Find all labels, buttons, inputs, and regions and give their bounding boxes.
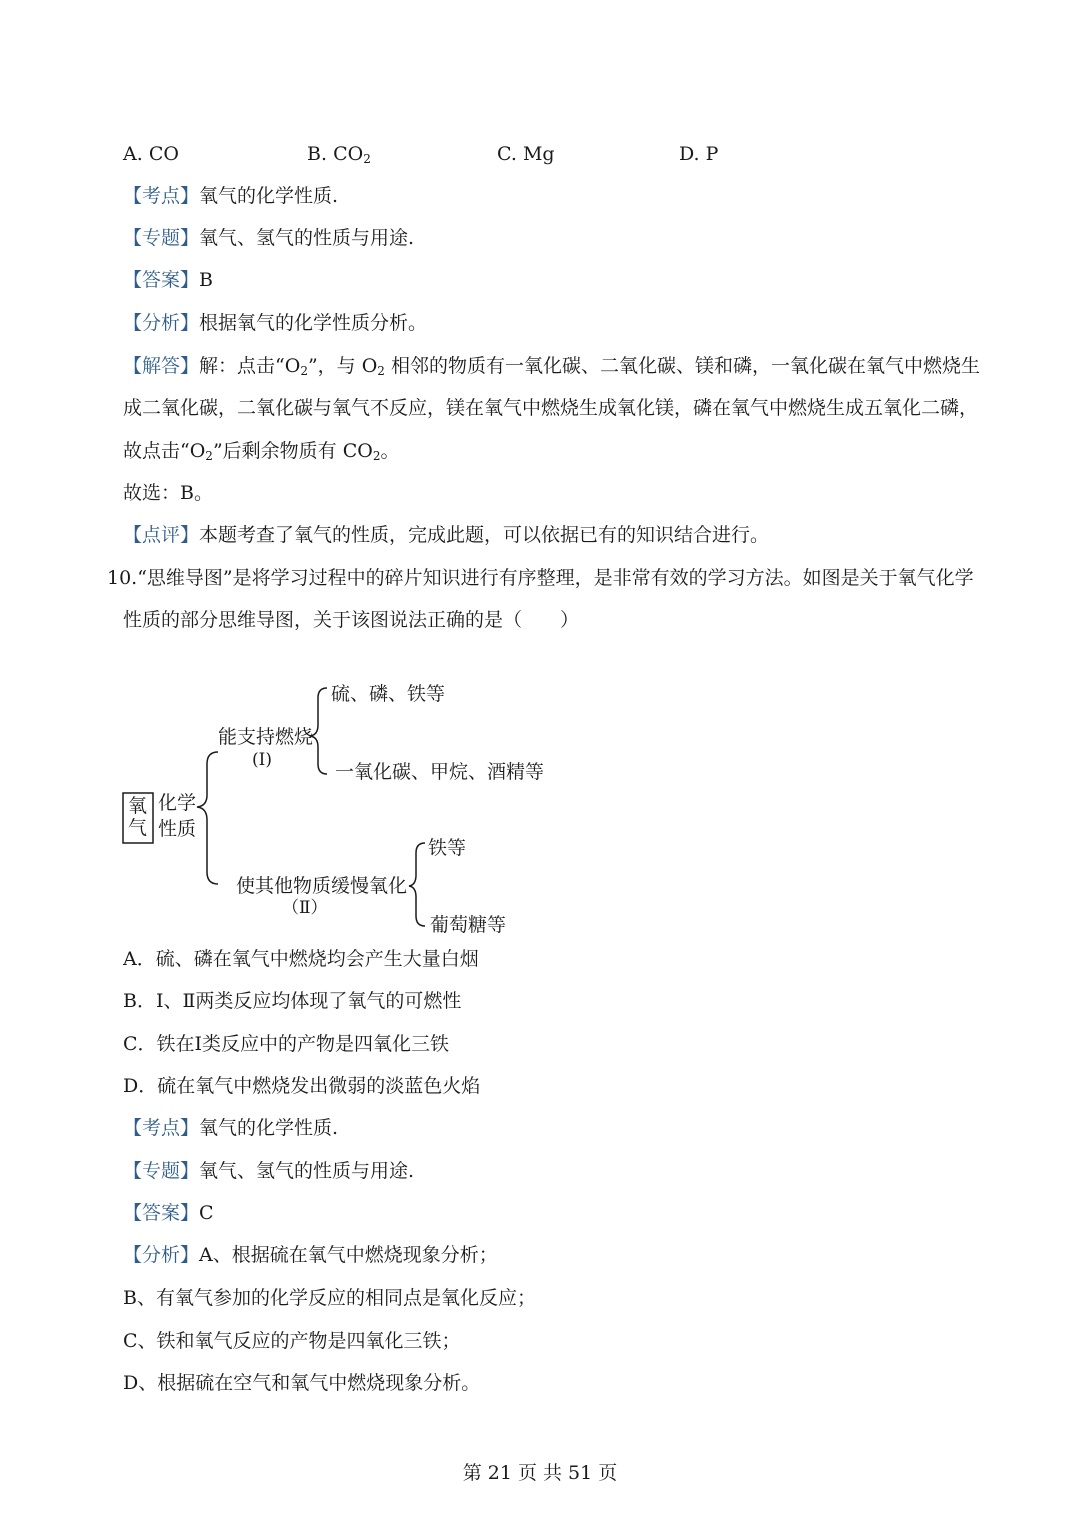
mm-leaf2b: 葡萄糖等 (430, 914, 507, 936)
q9-zhuanti: 【专题】氧气、氢气的性质与用途. (123, 227, 415, 249)
q9-comment: 【点评】本题考查了氧气的性质，完成此题，可以依据已有的知识结合进行。 (123, 524, 770, 546)
mm-leaf1b: 一氧化碳、甲烷、酒精等 (335, 761, 545, 783)
branch2-brace (409, 843, 425, 926)
mm-root-char1: 氧 (128, 795, 148, 817)
zhuanti-tag: 【专题】 (123, 1160, 200, 1182)
q9-answer: 【答案】B (123, 269, 213, 291)
q10-analysis-line1: 【分析】A、根据硫在氧气中燃烧现象分析； (123, 1244, 498, 1266)
q9-choice: 故选：B。 (123, 482, 213, 504)
q10-analysis-line3: C、铁和氧气反应的产物是四氧化三铁； (123, 1330, 461, 1352)
dianping-tag: 【点评】 (123, 524, 200, 546)
q10-kaodian: 【考点】氧气的化学性质. (123, 1117, 339, 1139)
daan-tag: 【答案】 (123, 1202, 200, 1224)
q10-analysis-line2: B、有氧气参加的化学反应的相同点是氧化反应； (123, 1287, 536, 1309)
mm-branch1-num: (Ⅰ) (252, 750, 272, 770)
q10-answer: 【答案】C (123, 1202, 214, 1224)
q10-analysis-line4: D、根据硫在空气和氧气中燃烧现象分析。 (123, 1372, 481, 1394)
q10-stem-line1: 10.“思维导图”是将学习过程中的碎片知识进行有序整理，是非常有效的学习方法。如图是关于氧气化学 (107, 567, 974, 589)
q10-option-b: B．Ⅰ、Ⅱ两类反应均体现了氧气的可燃性 (123, 990, 462, 1012)
mm-branch2-num: （Ⅱ） (282, 898, 328, 918)
q9-option-c: C. Mg (497, 143, 555, 165)
q9-option-a: A. CO (123, 143, 179, 165)
main-brace (197, 752, 218, 884)
q9-option-b: B. $CO_2$ (307, 143, 371, 166)
page-footer: 第 21 页 共 51 页 (462, 1462, 618, 1484)
q9-solution-line3: 故点击“$O_2$”后剩余物质有 $CO_2$。 (123, 440, 400, 463)
q9-analysis: 【分析】根据氧气的化学性质分析。 (123, 312, 428, 334)
zhuanti-tag: 【专题】 (123, 227, 200, 249)
q10-option-d: D．硫在氧气中燃烧发出微弱的淡蓝色火焰 (123, 1075, 481, 1097)
q10-stem-line2: 性质的部分思维导图，关于该图说法正确的是（ ） (123, 609, 580, 631)
mm-leaf2a: 铁等 (428, 837, 467, 859)
q9-kaodian: 【考点】氧气的化学性质. (123, 185, 339, 207)
q10-zhuanti: 【专题】氧气、氢气的性质与用途. (123, 1160, 415, 1182)
fenxi-tag: 【分析】 (123, 1244, 200, 1266)
mm-property-line2: 性质 (158, 818, 197, 840)
mm-branch2: 使其他物质缓慢氧化 (236, 875, 408, 897)
q9-option-d: D. P (679, 143, 719, 165)
q9-solution-line2: 成二氧化碳，二氧化碳与氧气不反应，镁在氧气中燃烧生成氧化镁，磷在氧气中燃烧生成五氧化二磷， (123, 397, 979, 419)
q10-option-a: A．硫、磷在氧气中燃烧均会产生大量白烟 (123, 948, 479, 970)
fenxi-tag: 【分析】 (123, 312, 200, 334)
q10-option-c: C．铁在Ⅰ类反应中的产物是四氧化三铁 (123, 1033, 450, 1055)
kaodian-tag: 【考点】 (123, 185, 200, 207)
mm-property-line1: 化学 (158, 792, 197, 814)
q9-solution-line1: 【解答】解：点击“$O_2$”，与 $O_2$ 相邻的物质有一氧化碳、二氧化碳、镁和磷，一氧化碳在氧气中燃烧生 (123, 355, 980, 378)
jieda-tag: 【解答】 (123, 355, 200, 377)
mm-leaf1a: 硫、磷、铁等 (331, 683, 446, 705)
kaodian-tag: 【考点】 (123, 1117, 200, 1139)
mm-branch1: 能支持燃烧 (218, 726, 314, 748)
daan-tag: 【答案】 (123, 269, 200, 291)
mm-root-char2: 气 (128, 817, 148, 839)
